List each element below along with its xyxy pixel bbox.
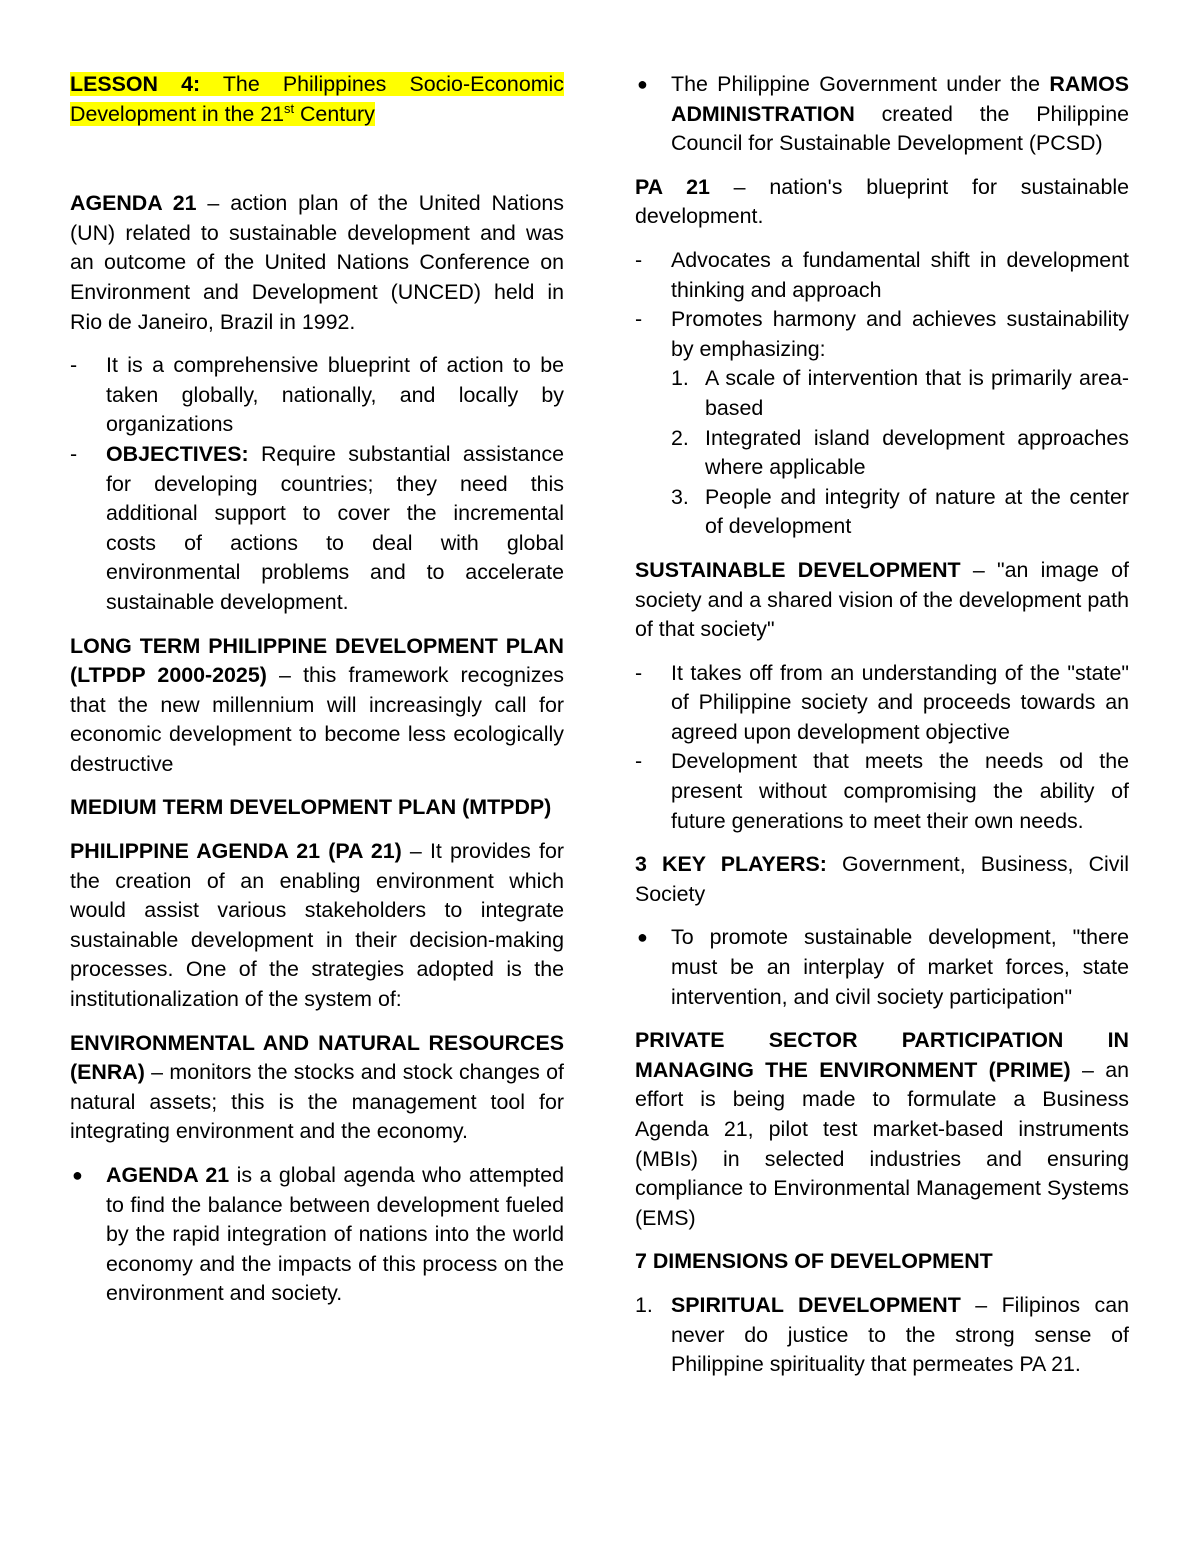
pa21-definition: PHILIPPINE AGENDA 21 (PA 21) – It provides for the creation of an enabling environment which would assist various stakeholders to integrate sustainable development in their decision-making processes. One of the strategies adopted is the institutionalization of the system of:	[70, 839, 564, 1012]
left-column	[70, 70, 564, 1323]
prime-definition: PRIVATE SECTOR PARTICIPATION IN MANAGING THE ENVIRONMENT (PRIME) – an effort is being made to formulate a Business Agenda 21, pilot test market-based instruments (MBIs) in selected industries and ensuring compliance to Environmental Management Systems (EMS)	[635, 1028, 1130, 1230]
bullet-icon: ●	[72, 1165, 83, 1185]
enra-definition: ENVIRONMENTAL AND NATURAL RESOURCES (ENRA) – monitors the stocks and stock changes of natural assets; this is the management tool for integrating environment and the economy.	[70, 1030, 564, 1144]
pa21-numbered-list	[635, 364, 1129, 542]
sd-dash-list	[635, 659, 1129, 837]
mtpdp-heading: MEDIUM TERM DEVELOPMENT PLAN (MTPDP)	[70, 795, 552, 820]
list-item: - OBJECTIVES: Require substantial assistance for developing countries; they need this additional support to cover the incremental costs of actions to deal with global environmental problems and to accelerate sustainable development.	[70, 441, 564, 614]
ltpdp-definition: LONG TERM PHILIPPINE DEVELOPMENT PLAN (LTPDP 2000-2025) – this framework recognizes that the new millennium will increasingly call for economic development to become less ecologically destructive	[70, 633, 564, 776]
bullet-icon: ●	[637, 927, 648, 948]
list-item: ● The Philippine Government under the RAMOS ADMINISTRATION created the Philippine Council for Sustainable Development (PCSD)	[637, 72, 1129, 156]
list-item: ● To promote sustainable development, "there must be an interplay of market forces, state intervention, and civil society participation"	[637, 925, 1129, 1009]
list-item: - It takes off from an understanding of the "state" of Philippine society and proceeds towards an agreed upon development objective	[635, 660, 1129, 744]
list-item: - Promotes harmony and achieves sustainability by emphasizing:	[635, 307, 1129, 361]
key-players-list	[635, 923, 1129, 1012]
pa21-blueprint-definition: PA 21 – nation's blueprint for sustainable development.	[635, 174, 1129, 229]
lesson-label: LESSON 4:	[70, 72, 201, 96]
title-highlight: LESSON 4: The Philippines Socio-Economic Development in the 21st Century	[70, 72, 564, 126]
key-players: 3 KEY PLAYERS: Government, Business, Civil Society	[635, 852, 1129, 906]
ramos-list	[635, 70, 1129, 159]
dimensions-heading: 7 DIMENSIONS OF DEVELOPMENT	[635, 1249, 993, 1274]
agenda21-list	[70, 351, 564, 617]
list-item: 2. Integrated island development approaches where applicable	[671, 425, 1129, 480]
list-item: - Development that meets the needs od the present without compromising the ability of future generations to meet their own needs.	[635, 749, 1129, 833]
agenda-bullet-list	[70, 1161, 564, 1309]
bullet-icon: ●	[637, 74, 648, 94]
sd-definition: SUSTAINABLE DEVELOPMENT – "an image of society and a shared vision of the development path of that society"	[635, 557, 1130, 642]
list-item: 3. People and integrity of nature at the center of development	[671, 484, 1129, 539]
right-column	[635, 70, 1129, 1394]
pa21-dash-list	[635, 246, 1129, 364]
list-item: ● AGENDA 21 is a global agenda who attempted to find the balance between development fueled by the rapid integration of nations into the world economy and the impacts of this process on the environment and society.	[72, 1163, 564, 1306]
list-item: - Advocates a fundamental shift in development thinking and approach	[635, 247, 1129, 302]
list-item: 1. SPIRITUAL DEVELOPMENT – Filipinos can never do justice to the strong sense of Philippine spirituality that permeates PA 21.	[635, 1292, 1129, 1377]
list-item: 1. A scale of intervention that is primarily area-based	[671, 366, 1129, 420]
list-item: - It is a comprehensive blueprint of action to be taken globally, nationally, and locally by organizations	[70, 353, 564, 437]
agenda21-definition: AGENDA 21 – action plan of the United Nations (UN) related to sustainable development and was an outcome of the United Nations Conference on Environment and Development (UNCED) held in Rio de Janeiro, Brazil in 1992.	[70, 191, 564, 334]
dimensions-list	[635, 1291, 1129, 1380]
lesson-title	[70, 70, 564, 129]
